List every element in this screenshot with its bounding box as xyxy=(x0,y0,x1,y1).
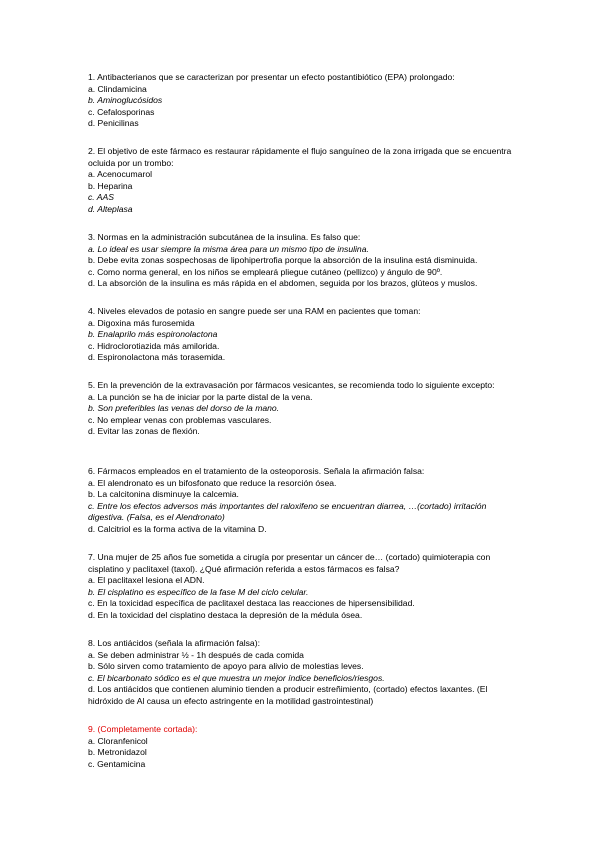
question-1 xyxy=(88,72,524,130)
question-stem: 5. En la prevención de la extravasación por fármacos vesicantes, se recomienda todo lo siguiente excepto: xyxy=(88,380,495,390)
option-c: c. Cefalosporinas xyxy=(88,106,155,117)
option-d: d. Calcitriol es la forma activa de la vitamina D. xyxy=(88,523,267,534)
option-d: d. Evitar las zonas de flexión. xyxy=(88,426,200,437)
option-b: b. Son preferibles las venas del dorso de la mano. xyxy=(88,403,280,414)
option-b: b. El cisplatino es específico de la fase M del ciclo celular. xyxy=(88,586,309,597)
option-d: d. Penicilinas xyxy=(88,118,139,129)
option-d: d. En la toxicidad del cisplatino destaca la depresión de la médula ósea. xyxy=(88,609,363,620)
option-b: b. La calcitonina disminuye la calcemia. xyxy=(88,489,239,500)
question-9 xyxy=(88,724,524,770)
option-a: a. El paclitaxel lesiona el ADN. xyxy=(88,575,205,586)
question-stem: 1. Antibacterianos que se caracterizan por presentar un efecto postantibiótico (EPA) prolongado: xyxy=(88,72,455,82)
option-d: d. Alteplasa xyxy=(88,203,133,214)
option-a: a. El alendronato es un bifosfonato que reduce la resorción ósea. xyxy=(88,477,337,488)
question-stem: 4. Niveles elevados de potasio en sangre puede ser una RAM en pacientes que toman: xyxy=(88,306,421,316)
option-c: c. Hidroclorotiazida más amilorida. xyxy=(88,340,220,351)
option-a: a. Cloranfenicol xyxy=(88,735,148,746)
question-stem: 2. El objetivo de este fármaco es restaurar rápidamente el flujo sanguíneo de la zona irrigada que se encuentra ocluida por un trombo: xyxy=(88,146,512,168)
option-b: b. Heparina xyxy=(88,180,133,191)
question-stem: 7. Una mujer de 25 años fue sometida a cirugía por presentar un cáncer de… (cortado) quimioterapia con cisplatino y paclitaxel (taxol). ¿Qué afirmación referida a estos fármacos es falsa? xyxy=(88,552,491,574)
option-a: a. Acenocumarol xyxy=(88,169,153,180)
option-c: c. Como norma general, en los niños se empleará pliegue cutáneo (pellizco) y ángulo de 90º. xyxy=(88,266,443,277)
question-stem: 3. Normas en la administración subcutánea de la insulina. Es falso que: xyxy=(88,232,361,242)
option-d: d. Los antiácidos que contienen aluminio tienden a producir estreñimiento, (cortado) efectos laxantes. (El hidróxido de Al causa un efecto astringente en la motilidad gastrointestinal) xyxy=(88,684,488,706)
option-d: d. Espironolactona más torasemida. xyxy=(88,352,226,363)
option-b: b. Metronidazol xyxy=(88,747,147,758)
question-3 xyxy=(88,232,524,290)
question-stem: 6. Fármacos empleados en el tratamiento de la osteoporosis. Señala la afirmación falsa: xyxy=(88,466,425,476)
question-8 xyxy=(88,638,524,708)
question-6 xyxy=(88,466,524,536)
option-a: a. La punción se ha de iniciar por la parte distal de la vena. xyxy=(88,391,313,402)
option-c: c. Entre los efectos adversos más importantes del raloxifeno se encuentran diarrea, …(cortado) irritación digestiva. (Falsa, es el Alendronato) xyxy=(88,500,487,523)
option-b: b. Enalaprilo más espironolactona xyxy=(88,329,218,340)
question-7 xyxy=(88,552,524,622)
option-a: a. Lo ideal es usar siempre la misma área para un mismo tipo de insulina. xyxy=(88,243,369,254)
option-c: c. Gentamicina xyxy=(88,758,146,769)
question-stem: 8. Los antiácidos (señala la afirmación falsa): xyxy=(88,638,260,648)
option-a: a. Digoxina más furosemida xyxy=(88,317,195,328)
option-d: d. La absorción de la insulina es más rápida en el abdomen, seguida por los brazos, glúteos y muslos. xyxy=(88,278,478,289)
option-b: b. Aminoglucósidos xyxy=(88,95,163,106)
option-b: b. Sólo sirven como tratamiento de apoyo para alivio de molestias leves. xyxy=(88,661,364,672)
option-b: b. Debe evita zonas sospechosas de lipohipertrofia porque la absorción de la insulina está disminuida. xyxy=(88,255,478,266)
question-5 xyxy=(88,380,524,438)
option-c: c. El bicarbonato sódico es el que muestra un mejor índice beneficios/riesgos. xyxy=(88,672,385,683)
option-c: c. No emplear venas con problemas vasculares. xyxy=(88,414,272,425)
option-a: a. Se deben administrar ½ - 1h después de cada comida xyxy=(88,649,304,660)
question-stem: 9. (Completamente cortada): xyxy=(88,724,198,734)
option-a: a. Clindamicina xyxy=(88,83,147,94)
option-c: c. En la toxicidad específica de paclitaxel destaca las reacciones de hipersensibilidad. xyxy=(88,598,415,609)
question-2 xyxy=(88,146,524,216)
option-c: c. AAS xyxy=(88,192,114,203)
question-4 xyxy=(88,306,524,364)
